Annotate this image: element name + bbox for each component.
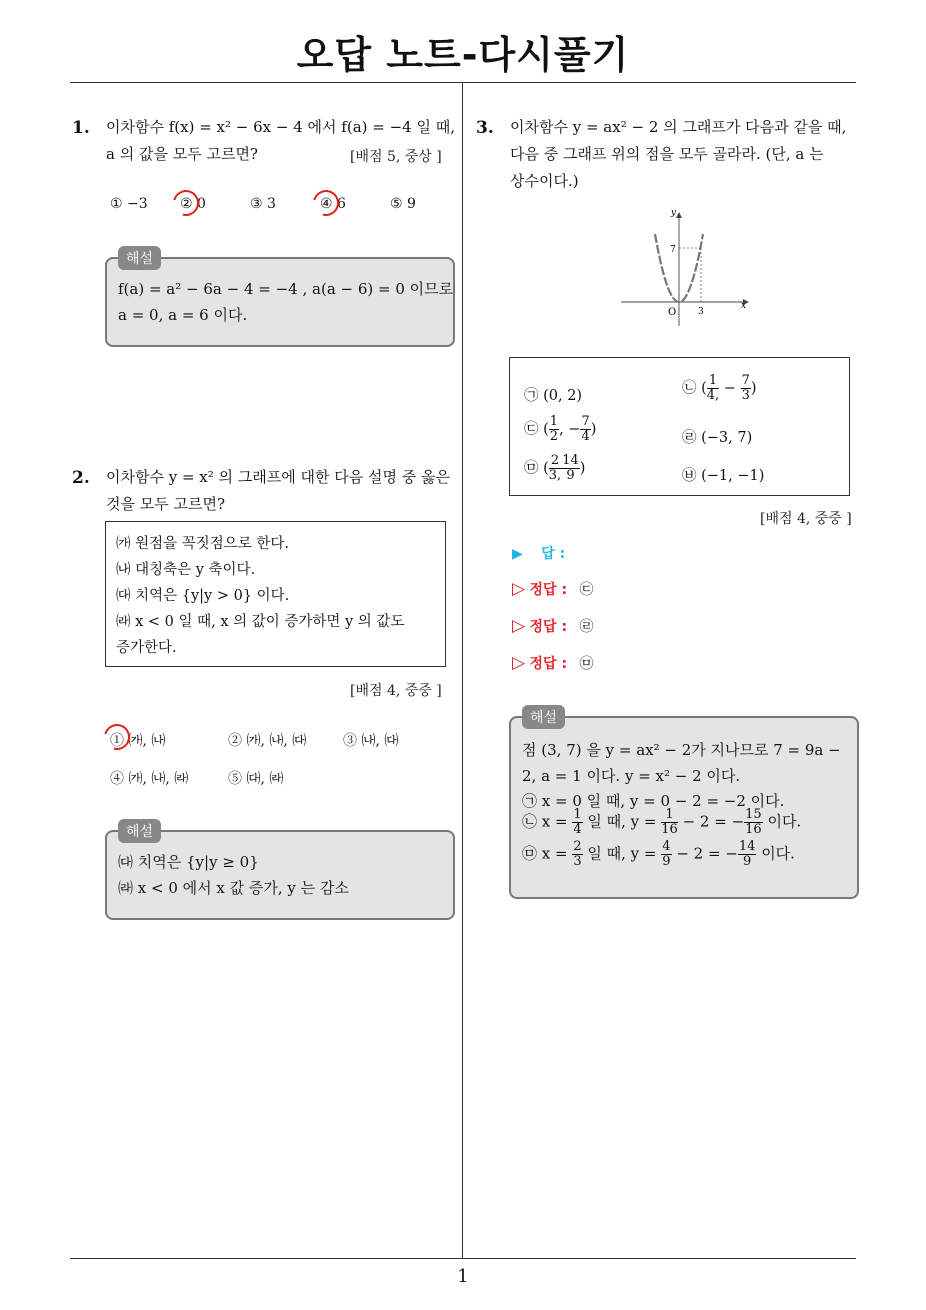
q1-solution-box <box>105 257 455 347</box>
q1-choice-4[interactable]: ④ 6 <box>320 196 346 212</box>
q2-solution-line2: ㈑ x < 0 에서 x 값 증가, y 는 감소 <box>118 879 349 897</box>
q2-choice-2[interactable]: ② ㈎, ㈏, ㈐ <box>228 733 307 749</box>
q2-solution-line1: ㈐ 치역은 {y|y ≥ 0} <box>118 853 259 871</box>
q3-solution-line5: ㉤ x = $\frac{2}{3}$ 일 때, y = $\frac{4}{9}$ − 2 = − $\frac{14}{9}$ 이다. <box>522 839 795 869</box>
q3-opt2-frac2: $\frac{7}{3}$ <box>741 373 750 403</box>
sol5-frac1: $\frac{2}{3}$ <box>573 839 582 869</box>
q1-choice-5[interactable]: ⑤ 9 <box>390 196 416 212</box>
q1-text-line2: a 의 값을 모두 고르면? <box>106 145 258 163</box>
q3-solution-line1: 점 (3, 7) 을 y = ax² − 2가 지나므로 7 = 9a − <box>522 741 841 759</box>
q2-choice-1[interactable]: ① ㈎, ㈏ <box>110 733 166 749</box>
q1-meta: [배점 5, 중상 ] <box>350 149 442 165</box>
graph-x-label: x <box>741 301 747 311</box>
q2-solution-box <box>105 830 455 920</box>
q2-number: 2. <box>72 468 90 488</box>
graph-y-label: y <box>670 208 676 218</box>
sol4-frac1: $\frac{1}{4}$ <box>573 807 582 837</box>
q1-choice-2[interactable]: ② 0 <box>180 196 206 212</box>
q3-opt2-frac1: $\frac{1}{4,}$ <box>706 373 720 403</box>
q1-number: 1. <box>72 118 90 138</box>
page-title: 오답 노트-다시풀기 <box>296 33 630 77</box>
q3-option-6: ㉥ (−1, −1) <box>682 468 765 484</box>
q3-text-line2: 다음 중 그래프 위의 점을 모두 골라라. (단, a 는 <box>510 145 824 163</box>
q3-solution-tag: 해설 <box>522 705 565 729</box>
column-divider <box>462 83 463 1258</box>
q1-text-line1: 이차함수 f(x) = x² − 6x − 4 에서 f(a) = −4 일 때, <box>106 118 455 136</box>
q2-meta: [배점 4, 중중 ] <box>350 683 442 699</box>
q3-text-line3: 상수이다.) <box>510 172 579 190</box>
triangle-outline-icon: ▷ <box>512 579 526 599</box>
q2-statement-2: ㈏ 대칭축은 y 축이다. <box>116 562 256 578</box>
sol4-frac3: $\frac{15}{16}$ <box>745 807 762 837</box>
q2-choice-3[interactable]: ③ ㈏, ㈐ <box>343 733 399 749</box>
q3-correct-row-2: ▷ 정답 : ㉣ <box>512 616 594 636</box>
q3-option-2: ㉡ ( $\frac{1}{4,}$ − $\frac{7}{3}$ ) <box>682 373 757 403</box>
q3-meta: [배점 4, 중중 ] <box>760 511 852 527</box>
q3-opt5-frac2: $\frac{14}{9}$ <box>562 453 579 483</box>
q2-choice-4[interactable]: ④ ㈎, ㈏, ㈑ <box>110 771 189 787</box>
q3-answer-label: 답 : <box>541 546 566 562</box>
q2-statement-3: ㈐ 치역은 {y|y > 0} 이다. <box>116 588 290 604</box>
q3-answer-row[interactable] <box>512 543 565 563</box>
q3-option-3: ㉢ ( $\frac{1}{2}$ , − $\frac{7}{4}$ ) <box>524 414 597 444</box>
q2-statement-4-cont: 증가한다. <box>116 640 177 656</box>
q1-choice-3[interactable]: ③ 3 <box>250 196 276 212</box>
q3-number: 3. <box>476 118 494 138</box>
q3-text-line1: 이차함수 y = ax² − 2 의 그래프가 다음과 같을 때, <box>510 118 847 136</box>
q2-text-line1: 이차함수 y = x² 의 그래프에 대한 다음 설명 중 옳은 <box>106 468 451 486</box>
q3-solution-line3: ㉠ x = 0 일 때, y = 0 − 2 = −2 이다. <box>522 792 785 810</box>
q1-selected-mark-2 <box>168 185 204 221</box>
q2-choice-5[interactable]: ⑤ ㈐, ㈑ <box>228 771 284 787</box>
top-rule <box>70 82 856 83</box>
q3-opt3-frac1: $\frac{1}{2}$ <box>549 414 559 444</box>
q3-opt3-frac2: $\frac{7}{4}$ <box>581 414 590 444</box>
sol4-frac2: $\frac{1}{16}$ <box>661 807 678 837</box>
q1-solution-line1: f(a) = a² − 6a − 4 = −4 , a(a − 6) = 0 이므로 <box>118 280 454 298</box>
graph-tick-y: 7 <box>670 245 676 255</box>
q3-option-1: ㉠ (0, 2) <box>524 388 583 404</box>
q3-solution-line2: 2, a = 1 이다. y = x² − 2 이다. <box>522 767 741 785</box>
q3-parabola-graph <box>615 204 755 329</box>
q2-solution-tag: 해설 <box>118 819 161 843</box>
q1-choice-1[interactable]: ① −3 <box>110 196 148 212</box>
q1-solution-line2: a = 0, a = 6 이다. <box>118 306 248 324</box>
q3-option-4: ㉣ (−3, 7) <box>682 430 753 446</box>
q3-option-5: ㉤ ( $\frac{2}{3,}$ $\frac{14}{9}$ ) <box>524 453 586 483</box>
page-number: 1 <box>457 1266 469 1287</box>
q1-solution-tag: 해설 <box>118 246 161 270</box>
bottom-rule <box>70 1258 856 1259</box>
q2-statement-1: ㈎ 원점을 꼭짓점으로 한다. <box>116 536 290 552</box>
q1-selected-mark-4 <box>308 185 344 221</box>
play-icon: ▶ <box>512 546 523 562</box>
sol5-frac2: $\frac{4}{9}$ <box>662 839 671 869</box>
q2-statement-4: ㈑ x < 0 일 때, x 의 값이 증가하면 y 의 값도 <box>116 614 405 630</box>
q3-correct-row-1: ▷ 정답 : ㉢ <box>512 579 594 599</box>
q3-opt5-frac1: $\frac{2}{3,}$ <box>548 453 562 483</box>
graph-tick-x: 3 <box>698 307 704 317</box>
q2-text-line2: 것을 모두 고르면? <box>106 495 226 513</box>
triangle-outline-icon: ▷ <box>512 616 526 636</box>
q3-correct-row-3: ▷ 정답 : ㉤ <box>512 653 594 673</box>
triangle-outline-icon: ▷ <box>512 653 526 673</box>
q3-solution-line4: ㉡ x = $\frac{1}{4}$ 일 때, y = $\frac{1}{16}$ − 2 = − $\frac{15}{16}$ 이다. <box>522 807 802 837</box>
graph-origin-label: O <box>668 307 677 318</box>
sol5-frac3: $\frac{14}{9}$ <box>738 839 756 869</box>
